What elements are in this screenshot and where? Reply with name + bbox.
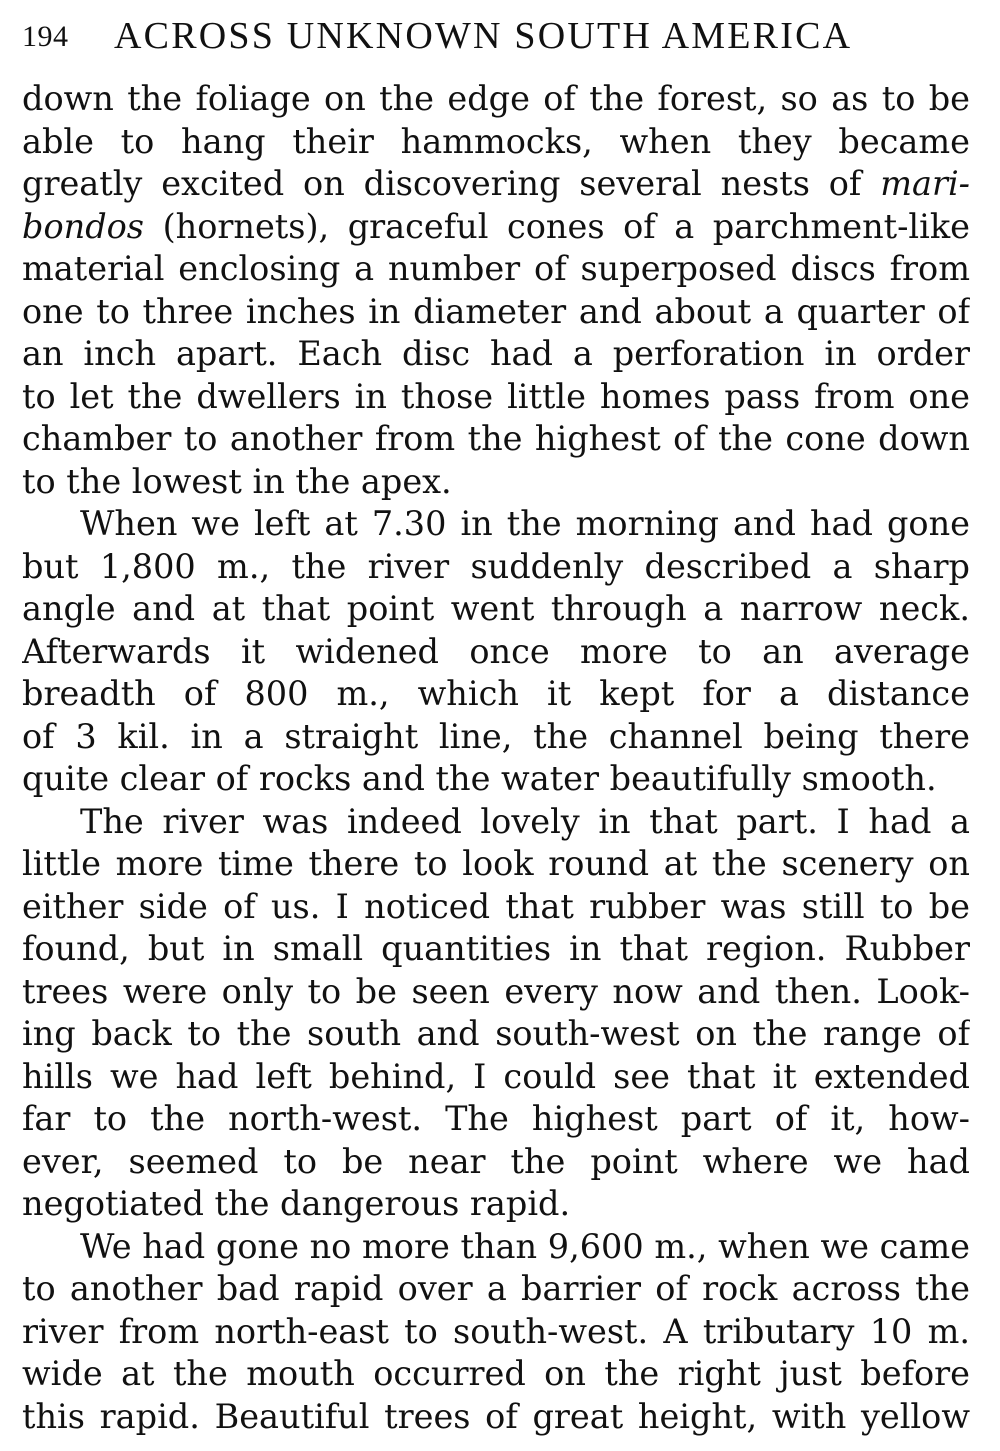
text-line: ing back to the south and south-west on the range of [22,1014,970,1053]
text-line: trees were only to be seen every now and then. Look- [22,971,970,1011]
text-line: an inch apart. Each disc had a perforation in order [22,334,970,373]
text-line: chamber to another from the highest of the cone down [22,419,970,458]
text-line: able to hang their hammocks, when they became [22,121,970,161]
paragraph-end-line: to the lowest in the apex. [22,461,452,501]
text-line: far to the north-west. The highest part of it, how- [22,1099,970,1138]
text-line: little more time there to look round at the scenery on [22,844,970,883]
text-line: but 1,800 m., the river suddenly described a sharp [22,546,970,586]
italic-term: bondos [22,206,144,246]
text-line: hills we had left behind, I could see that it extended [22,1056,970,1096]
paragraph-start-line: When we left at 7.30 in the morning and had gone [80,504,970,543]
paragraph-start-line: We had gone no more than 9,600 m., when we came [80,1226,970,1266]
paragraph-start-line: The river was indeed lovely in that part. I had a [80,801,970,841]
text-line: wide at the mouth occurred on the right just before [22,1354,970,1393]
text-line: to let the dwellers in those little homes pass from one [22,376,970,416]
text-line: of 3 kil. in a straight line, the channel being there [22,716,970,756]
paragraph-end-line: negotiated the dangerous rapid. [22,1184,571,1223]
page-number: 194 [22,20,69,53]
text-line: material enclosing a number of superposed discs from [22,249,970,288]
text-line: breadth of 800 m., which it kept for a distance [22,674,970,713]
page-header [22,14,982,64]
text-line [22,163,970,206]
text-line: ever, seemed to be near the point where we had [22,1141,970,1181]
text-line: one to three inches in diameter and about a quarter of [22,291,970,331]
text-line: angle and at that point went through a narrow neck. [22,589,970,628]
text-line [22,206,970,249]
text-segment: greatly excited on discovering several nests of [22,164,862,203]
running-title: ACROSS UNKNOWN SOUTH AMERICA [114,15,853,57]
text-line: either side of us. I noticed that rubber was still to be [22,886,970,926]
body-text [22,78,970,1438]
text-line: found, but in small quantities in that region. Rubber [22,929,970,968]
paragraph-end-line: quite clear of rocks and the water beautifully smooth. [22,759,937,798]
italic-term: mari- [880,164,970,203]
text-line: river from north-east to south-west. A tributary 10 m. [22,1311,970,1351]
text-line: down the foliage on the edge of the forest, so as to be [22,79,970,118]
text-line: Afterwards it widened once more to an average [22,631,970,671]
text-segment: (hornets), graceful cones of a parchment-like [162,206,970,246]
text-line: this rapid. Beautiful trees of great height, with yellow [22,1396,970,1436]
text-line: to another bad rapid over a barrier of rock across the [22,1269,970,1308]
